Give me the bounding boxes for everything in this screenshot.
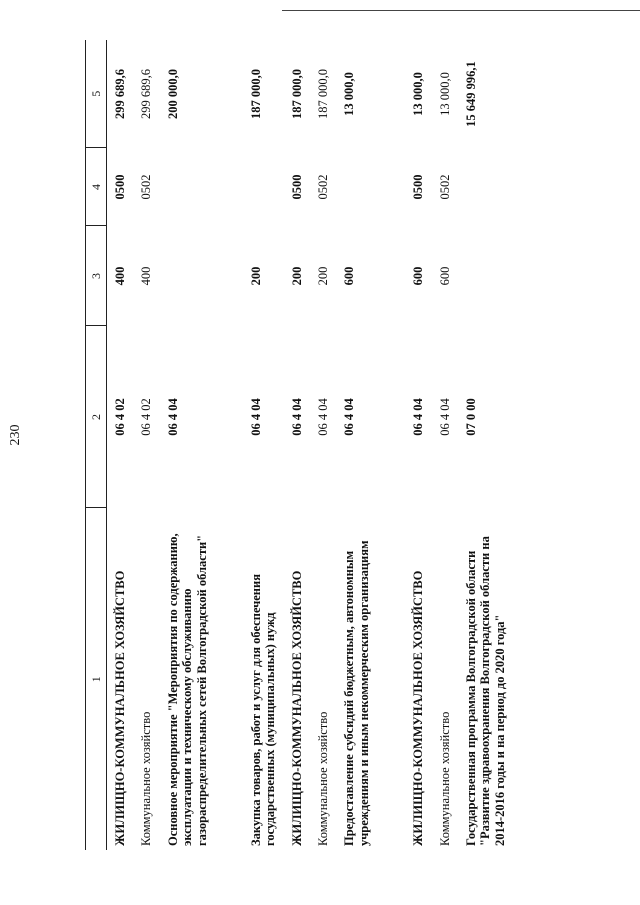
row-section-cell: 0500 xyxy=(411,174,426,200)
column-header: 1 xyxy=(86,508,107,850)
row-kind-cell: 200 xyxy=(289,266,304,286)
row-kind-cell xyxy=(458,226,513,326)
row-amount-cell: 299 689,6 xyxy=(113,69,127,119)
rotated-table-frame xyxy=(85,40,530,850)
row-kind-cell xyxy=(160,226,243,326)
table-row xyxy=(310,40,336,850)
table-row xyxy=(284,40,310,850)
row-name-cell: Основное мероприятие "Мероприятия по содержанию, эксплуатации и техническому обслуживанию газораспределительных сетей Волгоградской области" xyxy=(165,533,209,846)
row-name-cell: Коммунальное хозяйство xyxy=(437,711,452,846)
row-amount-cell: 13 000,0 xyxy=(437,72,452,116)
row-amount-cell: 187 000,0 xyxy=(248,69,263,119)
row-section-cell xyxy=(160,148,243,226)
budget-table xyxy=(85,40,513,850)
table-row xyxy=(160,40,243,850)
row-amount-cell: 299 689,6 xyxy=(139,69,154,119)
row-name-cell: ЖИЛИЩНО-КОММУНАЛЬНОЕ ХОЗЯЙСТВО xyxy=(289,570,304,846)
row-section-cell xyxy=(336,148,405,226)
row-code-cell: 07 0 00 xyxy=(463,398,478,436)
column-header: 2 xyxy=(86,326,107,508)
row-name-cell: ЖИЛИЩНО-КОММУНАЛЬНОЕ ХОЗЯЙСТВО xyxy=(411,570,426,846)
row-code-cell: 06 4 02 xyxy=(139,398,154,436)
row-kind-cell: 600 xyxy=(342,266,357,286)
header-row xyxy=(86,40,107,850)
row-code-cell: 06 4 04 xyxy=(316,398,330,436)
row-amount-cell: 200 000,0 xyxy=(165,69,180,119)
row-amount-cell: 187 000,0 xyxy=(316,69,330,119)
row-name-cell: ЖИЛИЩНО-КОММУНАЛЬНОЕ ХОЗЯЙСТВО xyxy=(113,570,127,846)
row-kind-cell: 400 xyxy=(139,266,154,286)
top-rule xyxy=(282,10,640,11)
row-code-cell: 06 4 04 xyxy=(411,398,426,436)
column-header: 4 xyxy=(86,148,107,226)
column-header: 5 xyxy=(86,40,107,148)
table-row xyxy=(458,40,513,850)
row-code-cell: 06 4 04 xyxy=(342,398,357,436)
row-code-cell: 06 4 04 xyxy=(437,398,452,436)
row-name-cell: Закупка товаров, работ и услуг для обеспечения государственных (муниципальных) нужд xyxy=(248,574,278,846)
row-kind-cell: 200 xyxy=(316,266,330,286)
row-code-cell: 06 4 02 xyxy=(113,398,127,436)
row-amount-cell: 13 000,0 xyxy=(411,72,426,116)
row-kind-cell: 200 xyxy=(248,266,263,286)
row-section-cell: 0502 xyxy=(316,174,330,200)
row-section-cell: 0502 xyxy=(139,174,154,200)
row-section-cell: 0502 xyxy=(437,174,452,200)
row-name-cell: Предоставление субсидий бюджетным, автономным учреждениям и иным некоммерческим организациям xyxy=(342,540,371,846)
column-header: 3 xyxy=(86,226,107,326)
row-amount-cell: 13 000,0 xyxy=(342,72,357,116)
row-name-cell: Коммунальное хозяйство xyxy=(316,711,330,846)
table-row xyxy=(336,40,405,850)
row-code-cell: 06 4 04 xyxy=(289,398,304,436)
table-row xyxy=(432,40,458,850)
row-kind-cell: 600 xyxy=(411,266,426,286)
row-section-cell xyxy=(458,148,513,226)
table-body xyxy=(107,40,514,850)
table-row xyxy=(243,40,284,850)
page-number: 230 xyxy=(8,424,23,446)
row-code-cell: 06 4 04 xyxy=(165,398,180,436)
row-section-cell: 0500 xyxy=(113,174,127,200)
row-kind-cell: 400 xyxy=(113,266,127,286)
table-row xyxy=(405,40,431,850)
row-kind-cell: 600 xyxy=(437,266,452,286)
row-code-cell: 06 4 04 xyxy=(248,398,263,436)
table-row xyxy=(133,40,159,850)
row-amount-cell: 187 000,0 xyxy=(289,69,304,119)
row-name-cell: Государственная программа Волгоградской области "Развитие здравоохранения Волгоградской области на 2014-2016 годы и на период до 2020 года" xyxy=(463,536,507,846)
row-section-cell: 0500 xyxy=(289,174,304,200)
row-section-cell xyxy=(243,148,284,226)
table-row xyxy=(107,40,134,850)
row-amount-cell: 15 649 996,1 xyxy=(463,61,478,127)
row-name-cell: Коммунальное хозяйство xyxy=(139,711,154,846)
